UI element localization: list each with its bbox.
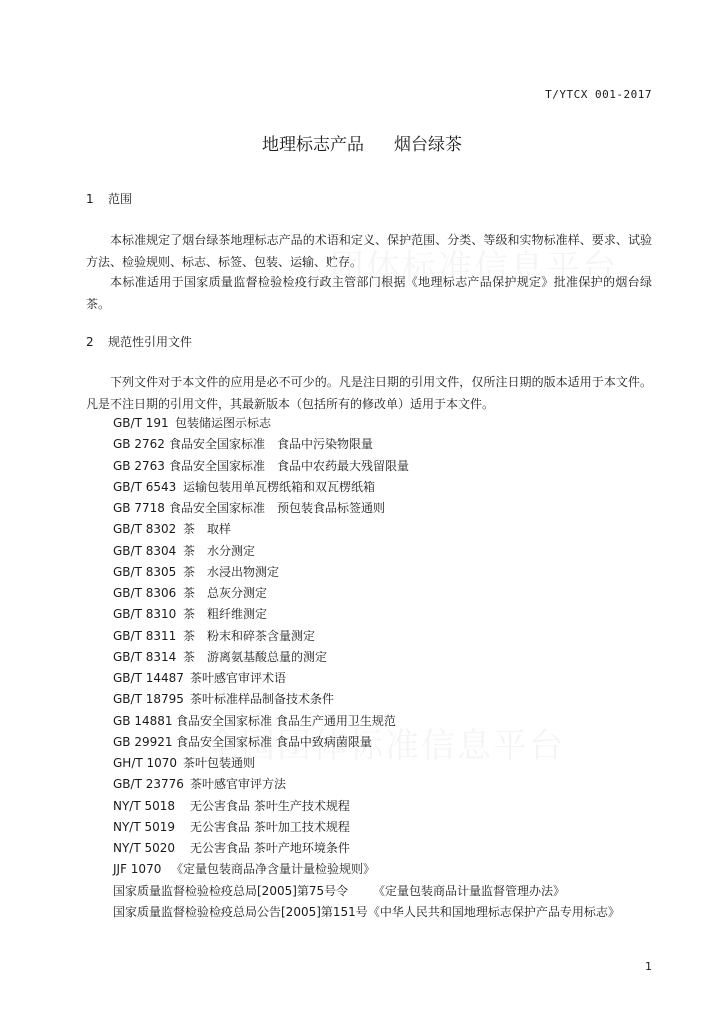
reference-name: 茶 粗纤维测定	[183, 607, 268, 622]
reference-code: GB/T 8306	[113, 586, 177, 600]
reference-name: 《定量包装商品计量监督管理办法》	[373, 883, 566, 898]
reference-item	[113, 732, 620, 753]
reference-code: GB 2763	[113, 458, 165, 473]
section-heading-scope	[86, 190, 132, 207]
page-number: 1	[645, 960, 652, 973]
reference-name: 茶叶感官审评方法	[190, 777, 287, 792]
reference-name: 茶叶包装通则	[183, 756, 256, 770]
reference-code: GB/T 23776	[113, 777, 184, 792]
title-part-1: 地理标志产品	[262, 135, 364, 155]
reference-name: 《中华人民共和国地理标志保护产品专用标志》	[367, 904, 620, 919]
reference-code: GB/T 8305	[113, 564, 177, 579]
reference-name: 茶叶感官审评术语	[190, 671, 287, 685]
title-part-2: 烟台绿茶	[394, 135, 462, 155]
reference-item	[113, 859, 620, 880]
reference-name: 无公害食品 茶叶加工技术规程	[190, 819, 350, 834]
reference-item	[113, 498, 620, 519]
reference-item	[113, 753, 620, 774]
reference-code: GB 14881	[113, 713, 173, 728]
reference-code: NY/T 5020	[113, 841, 176, 855]
reference-name: 无公害食品 茶叶产地环境条件	[190, 841, 350, 855]
reference-code: GB 2762	[113, 437, 165, 452]
normative-intro-paragraph: 下列文件对于本文件的应用是必不可少的。凡是注日期的引用文件，仅所注日期的版本适用于本文件。凡是不注日期的引用文件，其最新版本（包括所有的修改单）适用于本文件。	[86, 375, 652, 411]
section-title: 范围	[108, 192, 133, 206]
reference-code: GB/T 14487	[113, 671, 184, 685]
reference-name: 包装储运图示标志	[175, 416, 272, 430]
reference-code: GB/T 8302	[113, 522, 177, 537]
reference-name: 食品安全国家标准 预包装食品标签通则	[169, 501, 386, 515]
reference-item	[113, 413, 620, 434]
reference-code: GB/T 6543	[113, 479, 177, 494]
reference-item	[113, 647, 620, 668]
section-number: 2	[86, 335, 94, 349]
section-title: 规范性引用文件	[108, 335, 193, 349]
reference-name: 食品安全国家标准 食品生产通用卫生规范	[176, 713, 396, 728]
document-code: T/YTCX 001-2017	[545, 88, 652, 101]
reference-item	[113, 711, 620, 732]
reference-code: GB/T 8314	[113, 649, 177, 664]
reference-name: 运输包装用单瓦楞纸箱和双瓦楞纸箱	[183, 479, 376, 494]
section-heading-normative-references	[86, 333, 192, 350]
reference-name: 茶 游离氨基酸总量的测定	[183, 649, 328, 664]
reference-item	[113, 838, 620, 859]
reference-item	[113, 668, 620, 689]
reference-name: 茶 水分测定	[183, 543, 256, 558]
reference-item	[113, 774, 620, 795]
reference-code: NY/T 5018	[113, 798, 176, 813]
reference-name: 茶 取样	[183, 522, 232, 537]
reference-list	[113, 413, 620, 923]
reference-name: 茶 总灰分测定	[183, 586, 268, 600]
scope-paragraph-1: 本标准规定了烟台绿茶地理标志产品的术语和定义、保护范围、分类、等级和实物标准样、要求、试验方法、检验规则、标志、标签、包装、运输、贮存。	[86, 233, 652, 269]
reference-code: GB/T 191	[113, 416, 169, 430]
reference-code: GH/T 1070	[113, 756, 178, 770]
reference-name: 茶叶标准样品制备技术条件	[190, 692, 335, 707]
reference-code: 国家质量监督检验检疫总局公告[2005]第151号	[113, 904, 368, 919]
reference-item	[113, 477, 620, 498]
reference-name: 《定量包装商品净含量计量检验规则》	[171, 862, 376, 877]
document-title	[0, 130, 724, 155]
reference-code: 国家质量监督检验检疫总局[2005]第75号令	[113, 883, 349, 898]
reference-code: NY/T 5019	[113, 819, 176, 834]
reference-item	[113, 583, 620, 604]
reference-code: GB/T 8311	[113, 628, 177, 643]
reference-item	[113, 541, 620, 562]
reference-code: GB/T 18795	[113, 692, 184, 707]
reference-item	[113, 689, 620, 710]
reference-name: 茶 粉末和碎茶含量测定	[183, 628, 316, 643]
reference-item	[113, 626, 620, 647]
reference-item	[113, 604, 620, 625]
reference-name: 食品安全国家标准 食品中致病菌限量	[176, 734, 372, 749]
reference-code: GB 29921	[113, 734, 173, 749]
reference-item	[113, 881, 620, 902]
reference-item	[113, 562, 620, 583]
reference-item	[113, 902, 620, 923]
reference-code: JJF 1070	[113, 862, 162, 877]
reference-code: GB/T 8304	[113, 543, 177, 558]
reference-item	[113, 817, 620, 838]
reference-item	[113, 519, 620, 540]
reference-name: 无公害食品 茶叶生产技术规程	[190, 798, 350, 813]
section-number: 1	[86, 192, 94, 206]
reference-item	[113, 456, 620, 477]
reference-name: 茶 水浸出物测定	[183, 564, 280, 579]
reference-item	[113, 796, 620, 817]
scope-paragraph-2: 本标准适用于国家质量监督检验检疫行政主管部门根据《地理标志产品保护规定》批准保护的烟台绿茶。	[86, 275, 652, 311]
reference-item	[113, 434, 620, 455]
reference-code: GB 7718	[113, 501, 165, 515]
reference-name: 食品安全国家标准 食品中污染物限量	[169, 437, 374, 452]
reference-name: 食品安全国家标准 食品中农药最大残留限量	[169, 458, 410, 473]
reference-code: GB/T 8310	[113, 607, 177, 622]
